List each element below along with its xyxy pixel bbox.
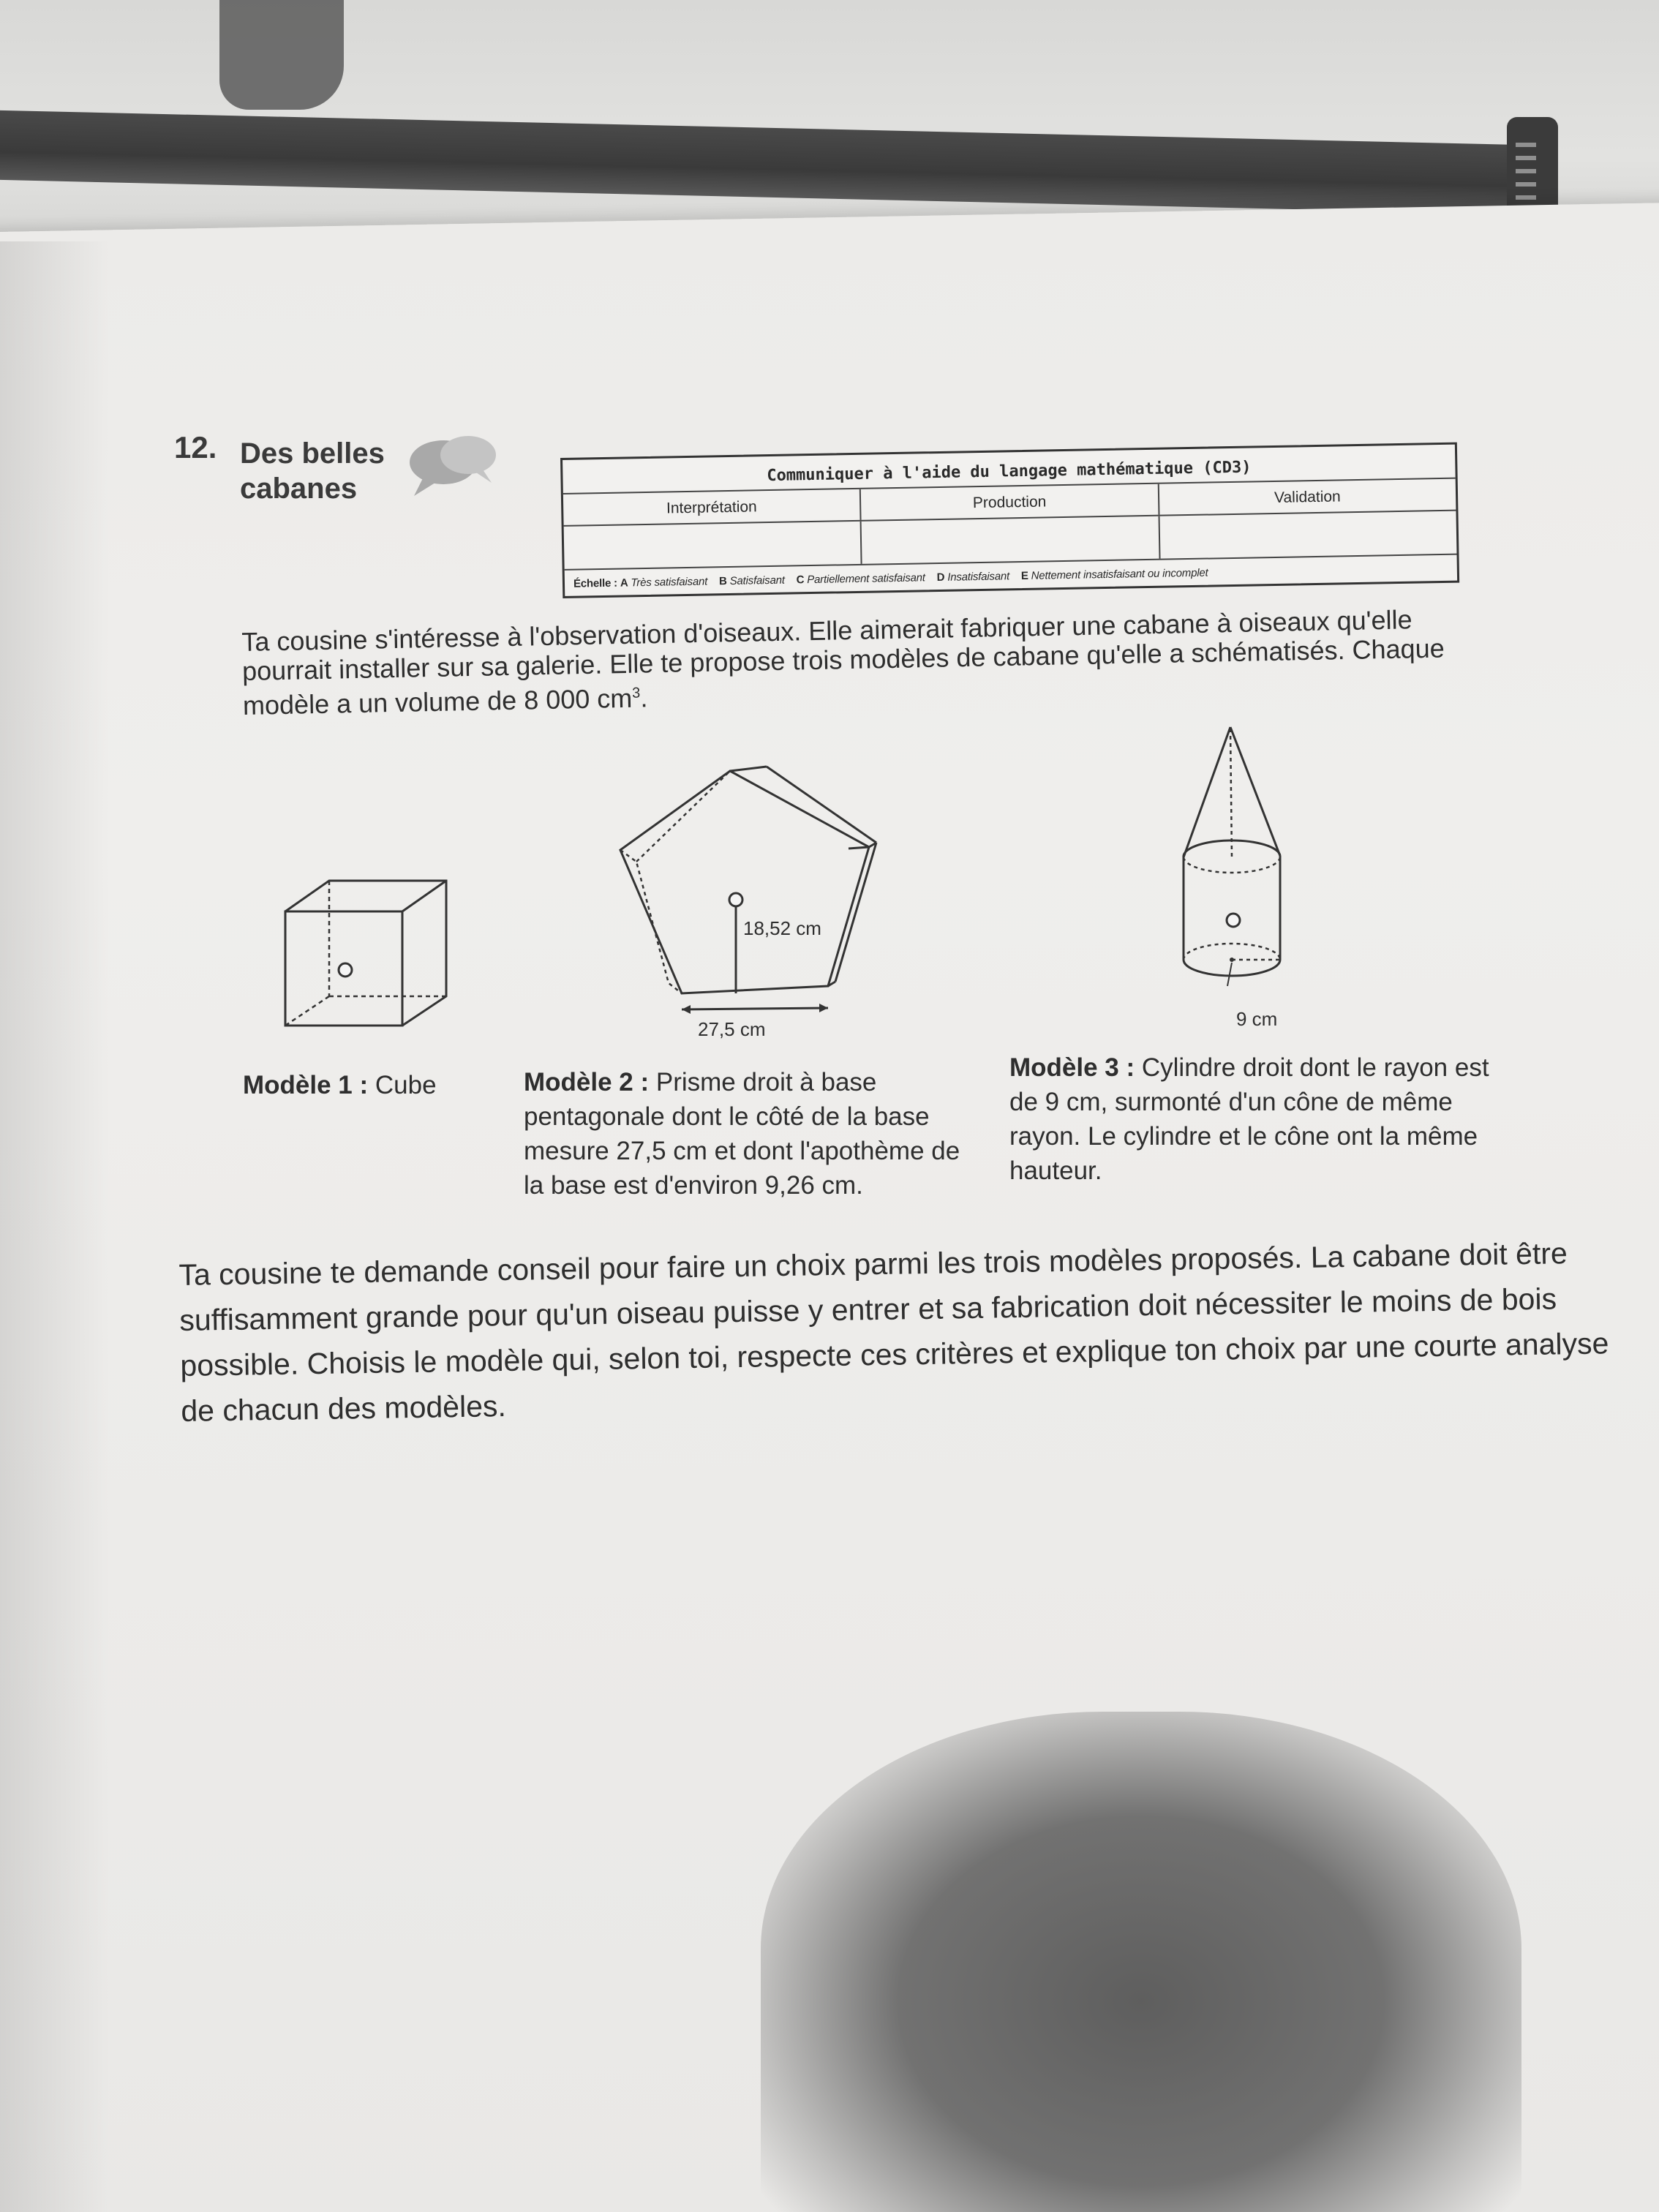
intro-text: Ta cousine s'intéresse à l'observation d'oiseaux. Elle aimerait fabriquer une cabane à oiseaux qu'elle pourrait installer sur sa galerie. Elle te propose trois modèles de cabane qu'elle a schématisés. Chaque modèle a un volume de 8 000 cm	[241, 604, 1445, 721]
scale-c-text: Partiellement satisfaisant	[807, 571, 925, 587]
model-1-caption	[243, 1068, 484, 1102]
evaluation-rubric	[560, 443, 1459, 598]
scale-b-letter: B	[718, 575, 727, 588]
task-paragraph: Ta cousine te demande conseil pour faire un choix parmi les trois modèles proposés. La cabane doit être suffisamment grande pour qu'un oiseau puisse y entrer et sa fabrication doit nécessiter le moins de bois possible. Choisis le modèle qui, selon toi, respecte ces critères et explique ton choix par une courte analyse de chacun des modèles.	[178, 1236, 1609, 1428]
rubric-col-validation: Validation	[1274, 488, 1341, 506]
scale-label: Échelle :	[573, 576, 618, 590]
scale-b-text: Satisfaisant	[729, 573, 785, 587]
scale-e-text: Nettement insatisfaisant ou incomplet	[1031, 566, 1208, 582]
cylinder-cone-figure	[1175, 721, 1292, 992]
scale-e-letter: E	[1020, 569, 1028, 583]
rubric-col-interpretation: Interprétation	[563, 489, 862, 525]
intro-end: .	[640, 682, 648, 713]
hand-shadow	[761, 1712, 1521, 2212]
rubric-col-production: Production	[861, 484, 1159, 520]
pentagonal-prism-figure	[607, 761, 885, 1024]
scale-a-text: Très satisfaisant	[631, 575, 708, 590]
rubric-cell-interpretation[interactable]	[564, 522, 862, 569]
cylinder-radius-label: 9 cm	[1236, 1008, 1278, 1030]
prism-side-label: 27,5 cm	[698, 1018, 766, 1040]
model-2-caption	[524, 1065, 970, 1203]
question-title: Des belles cabanes	[240, 437, 385, 505]
model-1-description: Cube	[375, 1071, 437, 1099]
rubric-heading: Communiquer à l'aide du langage mathématique (CD3)	[563, 445, 1456, 494]
rubric-cell-validation[interactable]	[1159, 511, 1456, 559]
question-number: 12.	[174, 430, 217, 464]
intro-exponent: 3	[631, 685, 641, 701]
cube-figure	[278, 875, 454, 1031]
scale-d-letter: D	[936, 571, 945, 584]
scale-a-letter: A	[620, 576, 628, 590]
scale-c-letter: C	[796, 573, 805, 587]
model-3-description: Cylindre droit dont le rayon est de 9 cm, surmonté d'un cône de même rayon. Le cylindre et le cône ont la même hauteur.	[1009, 1053, 1489, 1185]
model-1-name: Modèle 1 :	[243, 1071, 369, 1099]
prism-height-label: 18,52 cm	[743, 917, 821, 939]
model-3-name: Modèle 3 :	[1009, 1053, 1135, 1082]
scale-d-text: Insatisfaisant	[947, 570, 1010, 584]
model-3-caption	[1009, 1050, 1500, 1188]
intro-paragraph	[241, 604, 1457, 721]
speech-bubbles-icon	[401, 429, 503, 502]
model-2-name: Modèle 2 :	[524, 1068, 650, 1096]
model-2-description: Prisme droit à base pentagonale dont le côté de la base mesure 27,5 cm et dont l'apothème de la base est d'environ 9,26 cm.	[524, 1068, 960, 1200]
rubric-cell-production[interactable]	[862, 516, 1160, 564]
